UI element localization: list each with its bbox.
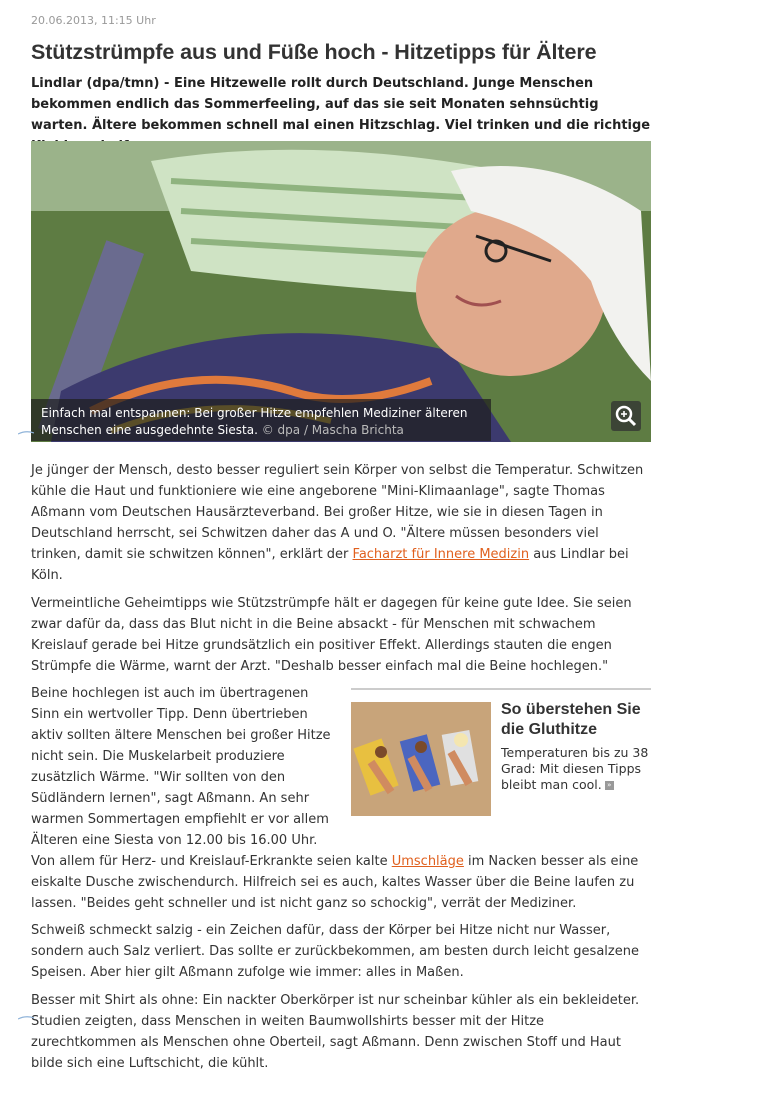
- paragraph-4-tail: im Nacken besser als eine eiskalte Dusche zwischendurch. Hilfreich sei es auch, kaltes Wasser über die Beine laufen zu lassen. "Beides geht schneller und ist nicht ganz so schockig", verrät der Mediziner.: [31, 854, 639, 911]
- teaser-box[interactable]: [351, 688, 651, 820]
- teaser-text-content: Temperaturen bis zu 38 Grad: Mit diesen Tipps bleibt man cool.: [501, 745, 649, 792]
- paragraph-1: [31, 460, 651, 586]
- link-umschlaege[interactable]: Umschläge: [391, 854, 464, 869]
- teaser-text: [501, 745, 656, 793]
- article-photo[interactable]: [31, 141, 651, 442]
- caption-credit: © dpa / Mascha Brichta: [261, 423, 404, 437]
- arrow-right-icon[interactable]: »: [605, 781, 614, 790]
- caption-text: Einfach mal entspannen: Bei großer Hitze empfehlen Mediziner älteren Menschen eine ausgedehnte Siesta.: [41, 406, 468, 437]
- paragraph-1-text: Je jünger der Mensch, desto besser reguliert sein Körper von selbst die Temperatur. Schwitzen kühle die Haut und funktioniere wie eine angeborene "Mini-Klimaanlage", sagte Thomas Aßmann vom Deutschen Hausärzteverband. Bei großer Hitze, wie sie in diesen Tagen in Deutschland herrscht, sei Schwitzen daher das A und O. "Ältere müssen besonders viel trinken, damit sie schwitzen können", erklärt der: [31, 463, 644, 562]
- paragraph-2: Vermeintliche Geheimtipps wie Stützstrümpfe hält er dagegen für keine gute Idee. Sie seien zwar dafür da, dass das Blut nicht in die Beine absackt - für Menschen mit schwachem Kreislauf gerade bei Hitze grundsätzlich ein positiver Effekt. Allerdings stauten die engen Strümpfe die Wärme, warnt der Arzt. "Deshalb besser einfach mal die Beine hochlegen.": [31, 596, 632, 674]
- paragraph-6: Besser mit Shirt als ohne: Ein nackter Oberkörper ist nur scheinbar kühler als ein bekleideter. Studien zeigten, dass Menschen in weiten Baumwollshirts besser mit der Hitze zurechtkommen als Menschen ohne Oberteil, sagt Aßmann. Denn zwischen Stoff und Haut bilde sich eine Luftschicht, die kühlt.: [31, 993, 640, 1071]
- paragraph-1-tail: aus Lindlar bei Köln.: [31, 547, 629, 583]
- paragraph-3: Beine hochlegen ist auch im übertragenen Sinn ein wertvoller Tipp. Denn übertrieben aktiv sollten ältere Menschen bei großer Hitze nicht sein. Die Muskelarbeit produziere zusätzlich Wärme. "Wir sollten von den Südländern lernen", sagt Aßmann. An sehr warmen Sommertagen empfiehlt er vor allem Älteren eine Siesta von 12.00 bis 16.00 Uhr.: [31, 686, 331, 848]
- decorative-swoosh-icon: [18, 431, 34, 435]
- decorative-swoosh-icon: [18, 1016, 34, 1020]
- teaser-title[interactable]: So überstehen Sie die Gluthitze: [501, 701, 641, 738]
- paragraph-5: Schweiß schmeckt salzig - ein Zeichen dafür, dass der Körper bei Hitze nicht nur Wasser, sondern auch Salz verliert. Das sollte er zurückbekommen, am besten durch leicht gesalzene Speisen. Aber hier gilt Aßmann zufolge wie immer: alles in Maßen.: [31, 923, 639, 980]
- link-facharzt[interactable]: Facharzt für Innere Medizin: [352, 547, 530, 562]
- photo-caption: [31, 399, 491, 441]
- paragraph-4: [31, 851, 651, 914]
- beach-illustration: [351, 702, 491, 816]
- photo-illustration: [31, 141, 651, 442]
- article-lead: Lindlar (dpa/tmn) - Eine Hitzewelle rollt durch Deutschland. Junge Menschen bekommen endlich das Sommerfeeling, auf das sie seit Monaten sehnsüchtig warten. Ältere bekommen schnell mal einen Hitzschlag. Viel trinken und die richtige: [31, 76, 651, 133]
- zoom-button[interactable]: [611, 401, 641, 431]
- article-headline: Stützstrümpfe aus und Füße hoch - Hitzetipps für Ältere: [31, 40, 597, 64]
- paragraph-4-text: Von allem für Herz- und Kreislauf-Erkrankte seien kalte: [31, 854, 392, 869]
- magnifier-zoom-icon: [611, 401, 641, 431]
- teaser-image[interactable]: [351, 702, 491, 816]
- article-date: 20.06.2013, 11:15 Uhr: [31, 14, 156, 27]
